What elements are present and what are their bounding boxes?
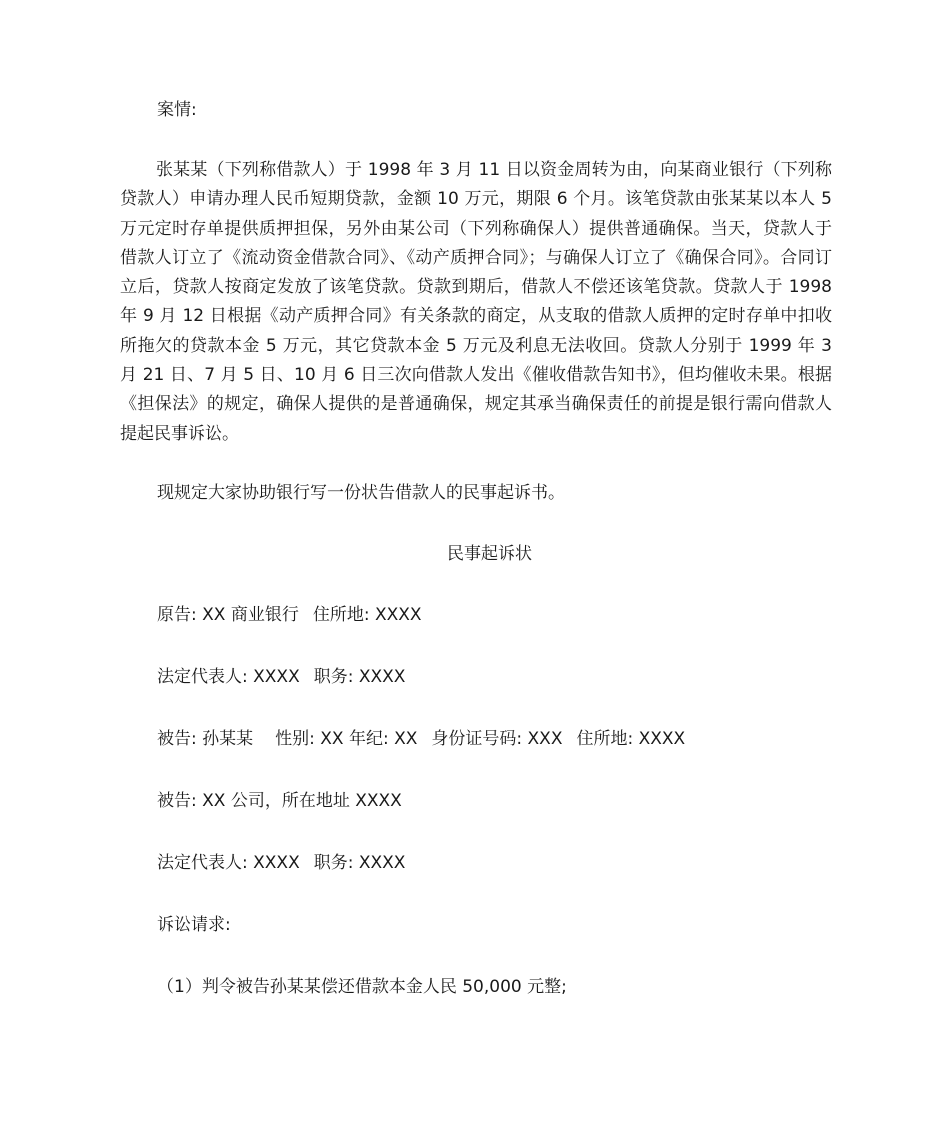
defendant-2-representative-line bbox=[157, 851, 405, 875]
plaintiff-representative-position: 职务: XXXX bbox=[313, 667, 406, 687]
plaintiff-line bbox=[157, 603, 422, 627]
defendant-2-line: 被告: XX 公司，所在地址 XXXX bbox=[157, 791, 402, 811]
task-instruction: 现规定大家协助银行写一份状告借款人的民事起诉书。 bbox=[157, 483, 565, 503]
plaintiff-representative: 法定代表人: XXXX bbox=[157, 667, 300, 687]
defendant-1-name: 被告: 孙某某 bbox=[157, 729, 254, 749]
document-title: 民事起诉状 bbox=[447, 544, 532, 564]
defendant-1-gender-age: 性别: XX 年纪: XX bbox=[275, 729, 418, 749]
defendant-2-representative-position: 职务: XXXX bbox=[313, 853, 406, 873]
case-body-paragraph: 张某某（下列称借款人）于 1998 年 3 月 11 日以资金周转为由，向某商业银行（下列称贷款人）申请办理人民币短期贷款，金额 10 万元，期限 6 个月。该笔贷款由张某某以本人 5 万元定时存单提供质押担保，另外由某公司（下列称确保人）提供普通确保。当天，贷款人于借款人订立了《流动资金借款合同》、《动产质押合同》；与确保人订立了《确保合同》。合同订立后，贷款人按商定发放了该笔贷款。贷款到期后，借款人不偿还该笔贷款。贷款人于 1998 年 9 月 12 日根据《动产质押合同》有关条款的商定，从支取的借款人质押的定时存单中扣收所拖欠的贷款本金 5 万元，其它贷款本金 5 万元及利息无法收回。贷款人分别于 1999 年 3 月 21 日、7 月 5 日、10 月 6 日三次向借款人发出《催收借款告知书》，但均催收未果。根据《担保法》的规定，确保人提供的是普通确保，规定其承当确保责任的前提是银行需向借款人提起民事诉讼。 bbox=[120, 160, 832, 444]
claim-item: （1）判令被告孙某某偿还借款本金人民 50,000 元整; bbox=[157, 977, 567, 997]
plaintiff-address: 住所地: XXXX bbox=[312, 605, 422, 625]
claims-heading: 诉讼请求: bbox=[157, 915, 231, 935]
plaintiff-name: 原告: XX 商业银行 bbox=[157, 605, 299, 625]
defendant-2-representative: 法定代表人: XXXX bbox=[157, 853, 300, 873]
defendant-1-id: 身份证号码: XXX bbox=[431, 729, 563, 749]
case-heading: 案情: bbox=[157, 100, 197, 120]
plaintiff-representative-line bbox=[157, 665, 405, 689]
defendant-1-line bbox=[157, 727, 685, 751]
defendant-1-address: 住所地: XXXX bbox=[576, 729, 686, 749]
